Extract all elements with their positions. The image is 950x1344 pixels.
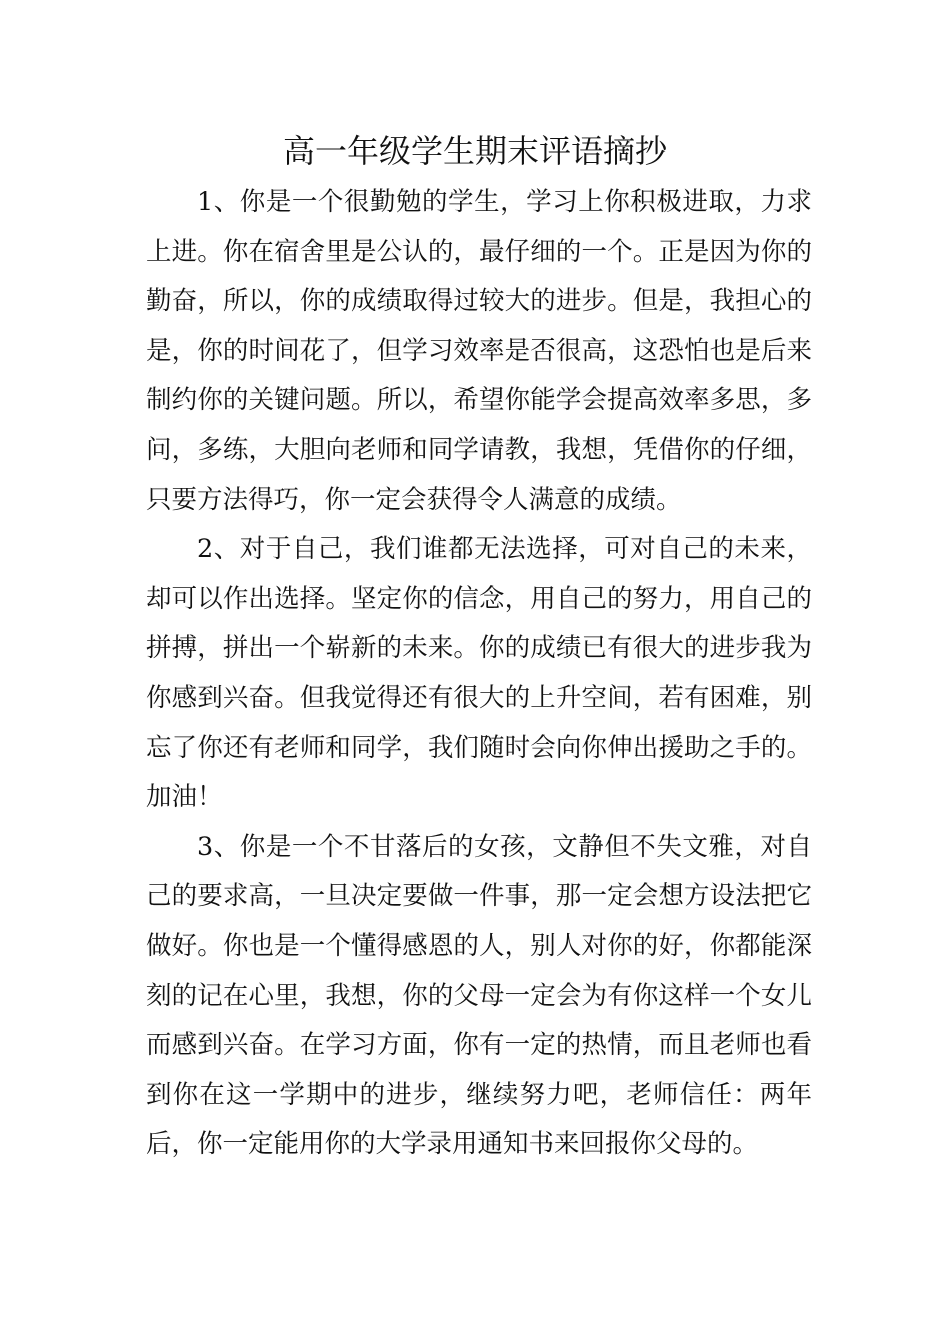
comment-paragraph-1: 1、你是一个很勤勉的学生，学习上你积极进取，力求上进。你在宿舍里是公认的，最仔细的一个。正是因为你的勤奋，所以，你的成绩取得过较大的进步。但是，我担心的是，你的时间花了，但学习效率是否很高，这恐怕也是后来制约你的关键问题。所以，希望你能学会提高效率多思，多问，多练，大胆向老师和同学请教，我想，凭借你的仔细，只要方法得巧，你一定会获得令人满意的成绩。	[146, 187, 812, 515]
comment-paragraph-2: 2、对于自己，我们谁都无法选择，可对自己的未来，却可以作出选择。坚定你的信念，用自己的努力，用自己的拼搏，拼出一个崭新的未来。你的成绩已有很大的进步我为你感到兴奋。但我觉得还有很大的上升空间，若有困难，别忘了你还有老师和同学，我们随时会向你伸出援助之手的。加油！	[146, 534, 812, 813]
comment-paragraph-3: 3、你是一个不甘落后的女孩，文静但不失文雅，对自己的要求高，一旦决定要做一件事，那一定会想方设法把它做好。你也是一个懂得感恩的人，别人对你的好，你都能深刻的记在心里，我想，你的父母一定会为有你这样一个女儿而感到兴奋。在学习方面，你有一定的热情，而且老师也看到你在这一学期中的进步，继续努力吧，老师信任：两年后，你一定能用你的大学录用通知书来回报你父母的。	[146, 831, 812, 1160]
document-title: 高一年级学生期末评语摘抄	[282, 132, 667, 170]
document-body	[146, 178, 812, 1170]
